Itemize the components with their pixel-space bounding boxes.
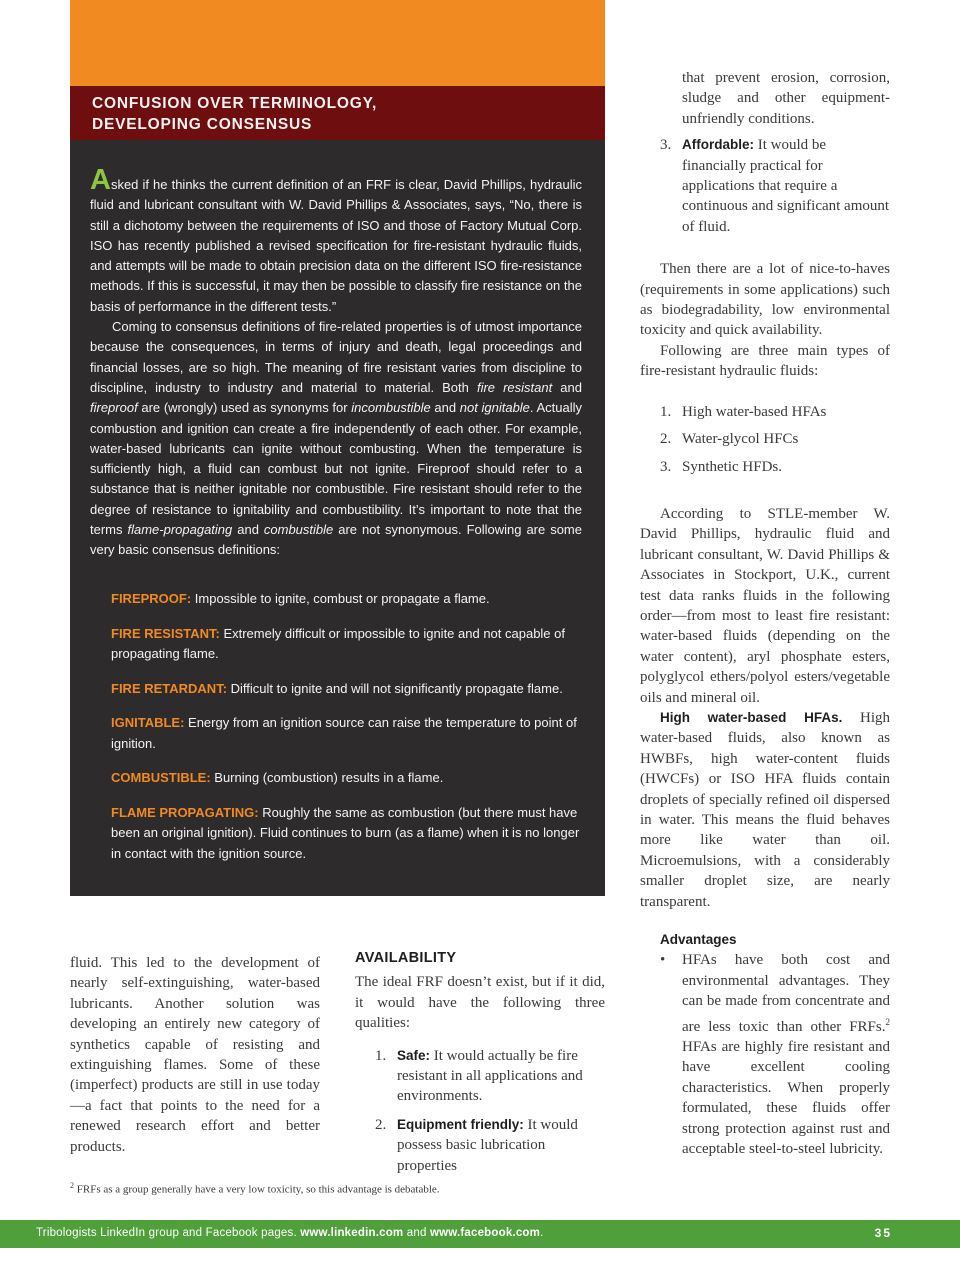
definition-text: Extremely difficult or impossible to ignite and not capable of propagating flame. <box>111 625 565 661</box>
right-column <box>640 68 890 1160</box>
definition-item <box>111 624 581 665</box>
fluid-type-item <box>640 457 890 477</box>
fluid-type-number: 1. <box>660 403 672 420</box>
definition-text: Impossible to ignite, combust or propagate a flame. <box>191 591 490 606</box>
fluid-type-text: Water-glycol HFCs <box>682 431 799 448</box>
definition-text: Difficult to ignite and will not significantly propagate flame. <box>227 680 563 696</box>
fluid-types-list <box>640 402 890 477</box>
quality-2-continued: that prevent erosion, corrosion, sludge and other equipment-unfriendly conditions. <box>682 70 890 127</box>
fluid-type-item <box>640 402 890 422</box>
sidebar-paragraph-2 <box>90 317 582 561</box>
advantages-text-part: HFAs have both cost and environmental advantages. They can be made from concentrate and are less toxic than other FRFs. <box>682 952 890 1035</box>
orange-header-band <box>70 0 605 86</box>
sidebar-heading-line2: DEVELOPING CONSENSUS <box>92 116 313 133</box>
term-emphasis: fireproof <box>90 400 138 416</box>
quality-number: 2. <box>375 1116 387 1133</box>
availability-intro: The ideal FRF doesn’t exist, but if it did, it would have the following three qualities: <box>355 974 605 1032</box>
advantages-heading: Advantages <box>660 932 737 948</box>
footnote <box>70 1181 440 1196</box>
left-column-text: fluid. This led to the development of nearly self-extinguishing, water-based lubricants. Another solution was developing an entirely new category of synthetics capable of resisting and extinguishing flames. Some of these (imperfect) products are still in use today—a fact that points to the need for a renewed research effort and better products. <box>70 955 320 1155</box>
quality-number: 1. <box>375 1047 387 1064</box>
sidebar-body <box>90 164 582 561</box>
page-number: 35 <box>874 1226 892 1240</box>
qualities-list-continued <box>640 135 890 237</box>
term-emphasis: flame-propagating <box>127 522 233 538</box>
advantages-text <box>682 950 890 1159</box>
sidebar-para2-text: are (wrongly) used as synonyms for <box>137 400 352 416</box>
definition-term: FIRE RETARDANT: <box>111 680 228 696</box>
quality-text: It would be financially practical for applications that require a continuous and significant amount of fluid. <box>682 137 890 235</box>
fluid-type-text: Synthetic HFDs. <box>682 458 783 475</box>
sidebar-para1-text: sked if he thinks the current definition of an FRF is clear, David Phillips, hydraulic fluid and lubricant consultant with W. David Phillips & Associates, says, “No, there is still a dichotomy between the requirements of ISO and those of Factory Mutual Corp. ISO has recently published a revised specification for fire-resistant hydraulic fluids, and attempts will be made to obtain precision data on the different ISO fire-resistance methods. If this is successful, it may then be possible to classify fire resistance on the basis of performance in the different tests.” <box>90 177 582 314</box>
term-emphasis: not ignitable <box>459 400 530 416</box>
bullet-icon: • <box>660 952 666 969</box>
linkedin-link[interactable]: www.linkedin.com <box>300 1227 404 1239</box>
advantages-text-part: HFAs are highly fire resistant and have excellent cooling characteristics. When properly formulated, these fluids offer strong protection against rust and acceptable steel-to-steel lubricity. <box>682 1039 890 1158</box>
definition-term: FIREPROOF: <box>111 591 192 606</box>
footer-text-part: and <box>403 1227 430 1239</box>
qualities-list <box>355 1046 605 1176</box>
definition-item <box>111 589 581 610</box>
footer-text <box>36 1227 544 1239</box>
definition-term: FIRE RESISTANT: <box>111 625 220 641</box>
nice-to-haves-paragraph: Then there are a lot of nice-to-haves (requirements in some applications) such as biodegradability, low environmental toxicity and quick availability. <box>640 261 890 339</box>
stle-paragraph: According to STLE-member W. David Phillips, hydraulic fluid and lubricant consultant, W. David Phillips & Associates in Stockport, U.K., current test data ranks fluids in the following order—from most to least fire resistant: water-based fluids (depending on the water content), aryl phosphate esters, polyglycol ethers/polyol esters/vegetable oils and mineral oil. <box>640 505 890 706</box>
drop-cap: A <box>90 164 111 196</box>
left-column <box>70 953 320 1157</box>
sidebar-para2-text: Coming to consensus definitions of fire-related properties is of utmost importance because the consequences, in terms of injury and death, legal proceedings and financial losses, are so high. The meaning of fire resistant varies from discipline to discipline, industry to industry and material to material. Both <box>90 319 582 395</box>
sidebar-para2-text: and <box>552 379 582 395</box>
definition-text: Burning (combustion) results in a flame. <box>210 770 444 785</box>
sidebar-para2-text: are not synonymous. Following are some very basic consensus definitions: <box>90 522 582 558</box>
quality-label: Safe: <box>397 1047 431 1063</box>
sidebar-heading-line1: CONFUSION OVER TERMINOLOGY, <box>92 95 378 112</box>
definition-item <box>111 803 581 865</box>
footer-text-part: Tribologists LinkedIn group and Facebook pages. <box>36 1227 301 1239</box>
quality-item <box>640 135 890 237</box>
quality-item <box>355 1115 605 1176</box>
footer-text-part: . <box>540 1227 544 1239</box>
term-emphasis: fire resistant <box>476 379 553 395</box>
term-emphasis: combustible <box>263 522 334 538</box>
footnote-text: FRFs as a group generally have a very low toxicity, so this advantage is debatable. <box>74 1183 440 1196</box>
sidebar-heading <box>92 93 572 135</box>
facebook-link[interactable]: www.facebook.com <box>429 1227 541 1239</box>
availability-heading: AVAILABILITY <box>355 950 457 966</box>
sidebar-para2-text: . Actually combustion and ignition can create a fire independently of each other. For example, water-based lubricants can ignite without combusting. When the temperature is sufficiently high, a fluid can combust but not ignite. Fireproof should refer to a substance that is neither ignitable nor combustible. Fire resistant should refer to the degree of resistance to ignitability and combustibility. It’s important to note that the terms <box>90 400 582 538</box>
quality-item <box>355 1046 605 1107</box>
fluid-type-number: 3. <box>660 458 672 475</box>
quality-number: 3. <box>660 137 672 154</box>
term-emphasis: incombustible <box>351 400 431 416</box>
definitions-list <box>111 589 581 878</box>
sidebar-para2-text: and <box>430 400 460 416</box>
hwb-paragraph <box>640 708 890 912</box>
quality-text: It would actually be fire resistant in all applications and environments. <box>397 1047 583 1105</box>
hwb-text: High water-based fluids, also known as HWBFs, high water-content fluids (HWCFs) or ISO HFA fluids contain droplets of specially refined oil dispersed in water. This means the fluid behaves more like water than oil. Microemulsions, with a considerably smaller droplet size, are nearly transparent. <box>640 709 890 910</box>
hwb-label: High water-based HFAs. <box>660 709 843 725</box>
fluid-type-number: 2. <box>660 431 672 448</box>
definition-item <box>111 713 581 754</box>
definition-term: COMBUSTIBLE: <box>111 770 211 785</box>
sidebar-para2-text: and <box>232 522 264 538</box>
fluid-type-item <box>640 429 890 449</box>
fluid-types-paragraph: Following are three main types of fire-resistant hydraulic fluids: <box>640 342 890 380</box>
quality-text: It would possess basic lubrication properties <box>397 1116 578 1174</box>
definition-term: FLAME PROPAGATING: <box>111 804 259 820</box>
quality-label: Equipment friendly: <box>397 1116 524 1132</box>
footnote-marker: 2 <box>70 1181 74 1190</box>
definition-item <box>111 768 581 789</box>
fluid-type-text: High water-based HFAs <box>682 403 827 420</box>
footnote-reference: 2 <box>885 1016 890 1027</box>
definition-item <box>111 679 581 700</box>
definition-text: Energy from an ignition source can raise the temperature to point of ignition. <box>111 715 577 751</box>
quality-label: Affordable: <box>682 137 754 153</box>
definition-term: IGNITABLE: <box>111 715 185 730</box>
middle-column <box>355 948 605 1176</box>
sidebar-paragraph-1 <box>90 164 582 317</box>
definition-text: Roughly the same as combustion (but there must have been an original ignition). Fluid continues to burn (as a flame) when it is no longer in contact with the ignition source. <box>111 804 580 861</box>
advantages-item <box>640 950 890 1159</box>
